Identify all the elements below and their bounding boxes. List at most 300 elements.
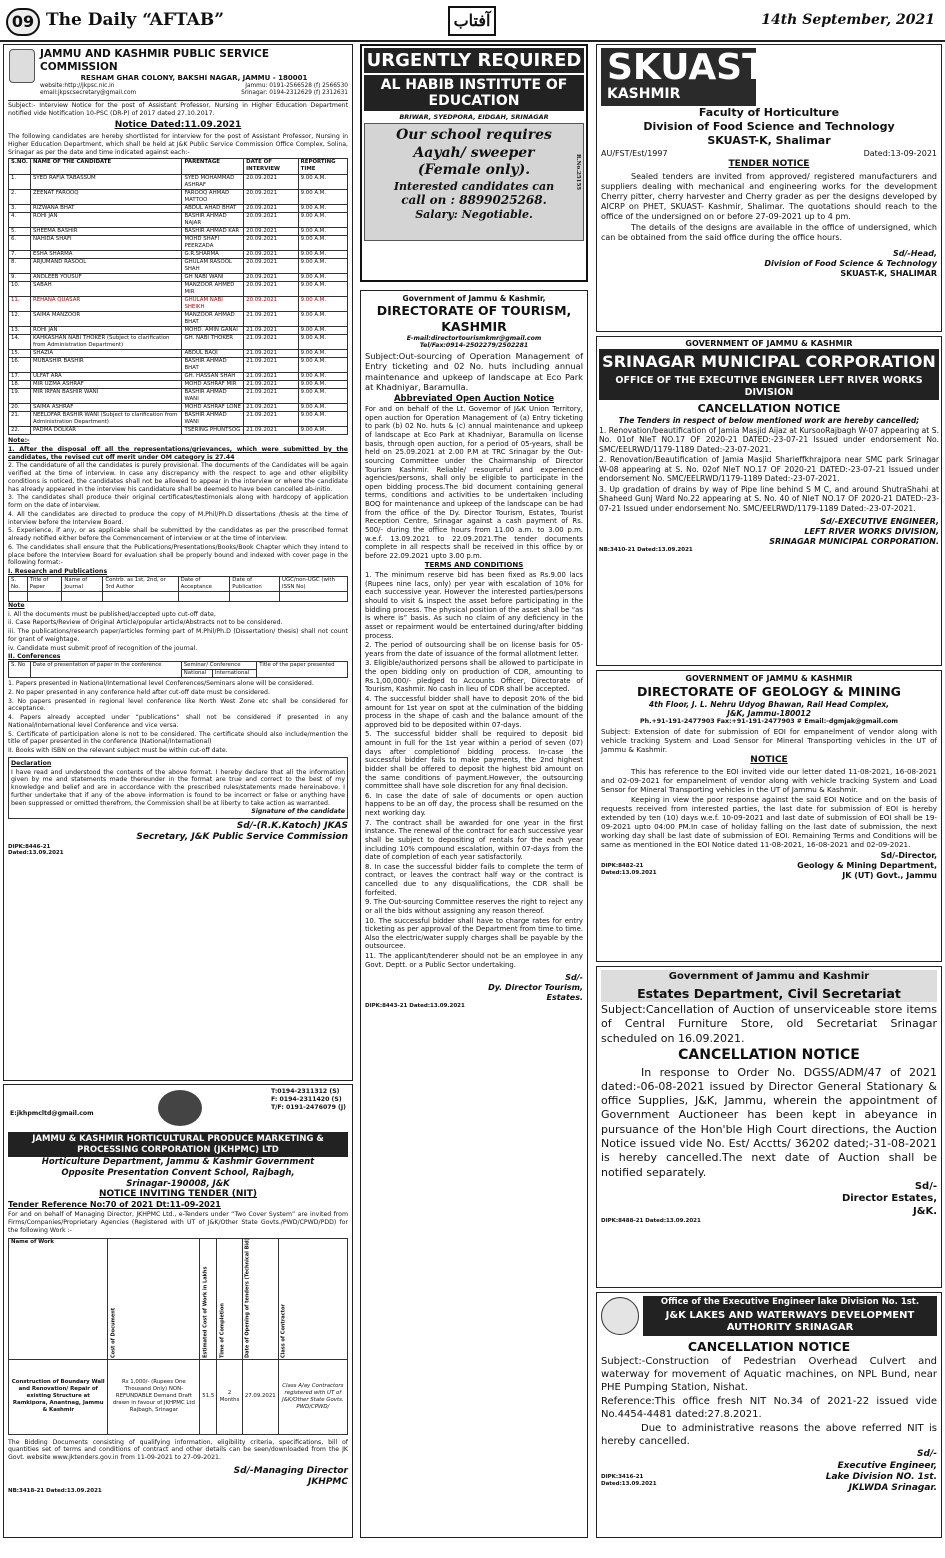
table-cell: 9.00 A.M.: [298, 212, 347, 227]
jkpsc-subject: Subject:- Interview Notice for the post of Assistant Professor, Nursing in Higher Education Department notified vide Notification 10-PSC (DR-P) of 2017 dated 27.10.2017.: [8, 102, 348, 118]
tourism-body: For and on behalf of the Lt. Governor of J&K Union Territory, open auction for Operation Management of (a) Entry ticketing to park (b) 02 No. huts & (c) annual maintenance and upkeep of landscape at Eco Park at Khadniyar, Baramulla on license basis, through open auction, for a period of 05-years, shall be held on 25.09.2021 at 2.00 P.M at TRC Srinagar by the Out-sourcing Committee under the Chairmanship of Director Tourism Kashmir. Reliable/ resourceful and experienced agencies/persons, shall only be eligible to participate in the open bidding process.The bid document containing general terms, conditions and activities to be undertaken including BOQ for maintenance and upkeep of the landscape can be had from the office of the Dy. Director Tourism, Estates, Tourist Reception Centre, Srinagar against a cash payment of Rs. 500/- during the office hours from 11.00 a.m. to 3.00 p.m. w.e.f. 13.09.2021 to 22.09.2021.The tender documents complete in all respects shall be received in this office by or before 22.09.2021 upto 3.00 p.m.: [365, 405, 583, 560]
lakes-dipk: DIPK:3416-21: [601, 1474, 644, 1481]
table-cell: 9.00 A.M.: [298, 334, 347, 349]
jkpsc-dated: Dated:13.09.2021: [8, 850, 64, 857]
work-table-header: Name of Work: [9, 1238, 108, 1359]
table-cell: 21.09.2021: [244, 311, 298, 326]
table-cell: GH. NABI THOKER: [182, 334, 244, 349]
jkhpmc-phone-3: T/F: 0191-2476079 (J): [270, 1103, 346, 1111]
table-row: [9, 227, 348, 235]
jkhpmc-footer: The Bidding Documents consisting of qualifying information, eligibility criteria, specifications, bill of quantities set of terms and conditions of contract and other details can be seen/downloaded from the JK Govt. website www.jktenders.gov.in from 11-09-2021 to 27-09-2021.: [8, 1438, 348, 1462]
jkpsc-notice: [3, 44, 353, 1081]
table-cell: BASHIR AHMAD NAJAR: [182, 212, 244, 227]
jkpsc-dipk: DIPK:8446-21: [8, 843, 51, 850]
table-cell: 9.00 A.M.: [298, 388, 347, 403]
table-cell: 20.09.2021: [244, 204, 298, 212]
table-cell: 4.: [9, 212, 31, 227]
lakes-dated: Dated:13.09.2021: [601, 1481, 657, 1488]
jkhpmc-sign-1: Sd/-Managing Director: [233, 1465, 348, 1476]
newspaper-name: The Daily “AFTAB”: [46, 10, 224, 30]
table-row: [9, 427, 348, 435]
research-col-header: Contrb. as 1st, 2nd, or 3rd Author: [103, 576, 178, 591]
table-cell: 21.09.2021: [244, 388, 298, 403]
declaration-box: [8, 757, 348, 819]
note2-heading: Note: [8, 601, 25, 609]
smc-items-list: [599, 426, 939, 513]
table-cell: 22.: [9, 427, 31, 435]
table-cell: ZEENAT FAROOQ: [30, 189, 181, 204]
table-cell: 20.09.2021: [244, 174, 298, 189]
table-cell: 9.00 A.M.: [298, 235, 347, 250]
table-cell: 6.: [9, 235, 31, 250]
table-header-cell: NAME OF THE CANDIDATE: [30, 159, 181, 174]
jkhpmc-body: For and on behalf of Managing Director, JKHPMC Ltd., e-Tenders under “Two Cover System” are invited from Firms/Companies/Proprietary Agencies (Registered with UT of J&K/Other State Govts./PWD/CPWD/PDD) for the following Work :-: [8, 1211, 348, 1234]
estates-sign-2: Director Estates,: [841, 1193, 937, 1205]
table-cell: ABDUL BAQI: [182, 349, 244, 357]
tourism-dipk: DIPK:8443-21 Dated:13.09.2021: [365, 1003, 465, 1010]
table-cell: 9.00 A.M.: [298, 349, 347, 357]
jkhpmc-nit-heading: NOTICE INVITING TENDER (NIT): [98, 1189, 258, 1200]
lakes-body: Due to administrative reasons the above referred NIT is hereby cancelled.: [601, 1423, 937, 1448]
geology-sign-1: Sd/-Director,: [880, 851, 937, 861]
jkpsc-phones-jammu: Jammu: 0191-2566528 (f) 2566530: [245, 83, 348, 89]
geology-sign-2: Geology & Mining Department,: [797, 861, 937, 871]
table-cell: ESHA SHARMA: [30, 250, 181, 258]
list-item: 11. The applicant/tenderer should not be an employee in any Govt. Deptt. or a Public Sector undertaking.: [365, 952, 583, 969]
list-item: 5. Experience, if any, or as applicable shall be submitted by the candidates as per the prescribed format already notified either before the Commencement of interview or at the time of interview.: [8, 527, 348, 543]
skuast-sign-2: Division of Food Science & Technology: [764, 258, 937, 268]
table-cell: SAIMA ASHRAF: [30, 403, 181, 411]
table-cell: 8.: [9, 258, 31, 273]
table-cell: 21.09.2021: [244, 411, 298, 426]
table-cell: 9.00 A.M.: [298, 380, 347, 388]
table-cell: 9.00 A.M.: [298, 189, 347, 204]
jkpsc-address: RESHAM GHAR COLONY, BAKSHI NAGAR, JAMMU - 180001: [80, 74, 308, 83]
table-cell: 2.: [9, 189, 31, 204]
table-cell: SHAZIA: [30, 349, 181, 357]
jkpsc-website: website:http://jkpsc.nic.in: [40, 83, 115, 89]
table-cell: 20.09.2021: [244, 250, 298, 258]
table-row: [9, 204, 348, 212]
conf-col-seminar: Seminar/ Conference: [181, 662, 256, 670]
skuast-body-2: The details of the designs are available in the office of undersigned, which can be obtained from the said office during the office hours.: [601, 222, 937, 242]
work-table-cell: Class A/ay Contractors registered with UT of J&K/Other State Govts. PWD/CPWD/: [278, 1359, 347, 1434]
work-table-cell: 27.09.2021: [242, 1359, 278, 1434]
table-cell: 20.09.2021: [244, 212, 298, 227]
conf-sub-national: National: [181, 670, 212, 678]
jkhpmc-address-1: Opposite Presentation Convent School, Rajbagh,: [61, 1167, 295, 1178]
jkpsc-phones-srinagar: Srinagar: 0194-2312629 (f) 2312631: [241, 90, 348, 97]
jkhpmc-tender-ref: Tender Reference No:70 of 2021 Dt:11-09-2021: [8, 1200, 221, 1210]
table-cell: G.R.SHARMA: [182, 250, 244, 258]
tourism-terms-heading: TERMS AND CONDITIONS: [424, 561, 524, 570]
table-cell: BASHIR AHMAD WANI: [182, 411, 244, 426]
table-row: [9, 273, 348, 281]
table-cell: 21.09.2021: [244, 326, 298, 334]
estates-notice: [596, 966, 942, 1288]
table-cell: 20.09.2021: [244, 273, 298, 281]
table-cell: RIZWANA BHAT: [30, 204, 181, 212]
table-cell: 19.: [9, 388, 31, 403]
table-row: [9, 212, 348, 227]
tourism-sign-2: Dy. Director Tourism,: [488, 983, 583, 993]
jkpsc-intro: The following candidates are hereby shortlisted for interview for the post of Assistant Professor, Nursing in Higher Education Department, which shall be held at J&K Public Service Commission Office Complex, Solina, Srinagar as per the date and time indicated against each:-: [8, 133, 348, 156]
geology-subject: Subject: Extension of date for submission of EOI for empanelment of vendor along with vehicle tracking System and Load Sensor for Mineral Transporting vehicles in the UT of Jammu & Kashmir.: [601, 727, 937, 755]
table-cell: 9.00 A.M.: [298, 273, 347, 281]
list-item: 1. Papers presented in National/International level Conferences/Seminars alone will be considered.: [8, 680, 314, 688]
table-cell: 13.: [9, 326, 31, 334]
swan-logo-icon: [601, 1297, 639, 1335]
habib-address: BRIWAR, SYEDPORA, EIDGAH, SRINAGAR: [399, 113, 549, 121]
list-item: 3. Eligible/authorized persons shall be allowed to participate in the open bidding only on production of CDR, amounting to Rs.1,00,000/- pledged to Accounts Officer, Directorate of Tourism, Kashmir. No cash in lieu of CDR shall be accepted.: [365, 659, 583, 694]
work-table-header: Class of Contractor: [278, 1238, 347, 1359]
estates-sign-3: J&K.: [913, 1205, 937, 1217]
jkhpmc-phone-1: T:0194-2311312 (S): [270, 1088, 340, 1095]
geology-title: DIRECTORATE OF GEOLOGY & MINING: [637, 684, 901, 699]
habib-phone: call on : 8899025268.: [401, 193, 547, 208]
table-cell: 20.09.2021: [244, 227, 298, 235]
jkhpmc-phone-2: F: 0194-2311420 (S): [270, 1095, 342, 1103]
estates-subject: Subject:Cancellation of Auction of unserviceable store items of Central Furniture Store, old Secretariat Srinagar scheduled on 16.09.2021.: [601, 1003, 937, 1045]
smc-sign-3: SRINAGAR MUNICIPAL CORPORATION.: [769, 537, 939, 547]
table-cell: 16.: [9, 357, 31, 372]
skuast-sign-3: SKUAST-K, SHALIMAR: [840, 268, 937, 278]
table-cell: ROHI JAN: [30, 212, 181, 227]
lakes-reference: Reference:This office fresh NIT No.34 of 2021-22 issued vide No.4454-4481 dated:27.8.2021.: [601, 1396, 937, 1421]
table-cell: BASHIR AHMAD BHAT: [182, 357, 244, 372]
estates-dipk: DIPK:8488-21 Dated:13.09.2021: [601, 1218, 701, 1225]
work-table-cell: 2 Months: [217, 1359, 243, 1434]
estates-body: In response to Order No. DGSS/ADM/47 of 2021 dated:-06-08-2021 issued by Director General Stationary & office Supplies, J&K, Jammu, wherein the appointment of Government Auctioneer has been kept in abeyance in pursuance of the Hon'ble High Court directions, the Auction Notice issued vide No. Est/ Acctts/ 36202 dated;-31-08-2021 is hereby cancelled.The next date of Auction shall be notified separately.: [601, 1065, 937, 1179]
table-cell: 9.00 A.M.: [298, 372, 347, 380]
jkhpmc-dipk: NB:3418-21 Dated:13.09.2021: [8, 1488, 102, 1495]
table-cell: 12.: [9, 311, 31, 326]
table-cell: MUBASHIR BASHIR: [30, 357, 181, 372]
table-cell: 9.00 A.M.: [298, 326, 347, 334]
research-col-header: S. No.: [9, 576, 28, 591]
geology-contact: Ph.+91-191-2477903 Fax:+91-191-2477903 # Email:-dgmjak@gmail.com: [640, 718, 898, 726]
skuast-notice: [596, 44, 942, 332]
table-cell: SABAH: [30, 281, 181, 296]
conf-sub-international: International: [212, 670, 256, 678]
skuast-logo-text: SKUAST: [607, 47, 767, 88]
research-format-table: [8, 576, 348, 602]
list-item: 2. The candidature of all the candidates is purely provisional. The documents of the Candidates will be again verified at the time of interview. In case any discrepancy with the respect to age and other eligibility conditions is noticed, the candidates shall not be allowed to appear in the interview or where the candidate has already appeared in the interview his candidature shall be deemed to have been cancelled ab-initio.: [8, 462, 348, 493]
table-cell: TSERING PHUNTSOG: [182, 427, 244, 435]
list-item: 6. In case the date of sale of documents or open auction happens to be an off day, the process shall be resumed on the next working day.: [365, 791, 583, 818]
work-table-header: Cost of Document: [108, 1238, 200, 1359]
table-cell: 20.09.2021: [244, 281, 298, 296]
table-row: [9, 311, 348, 326]
habib-line-1: Our school requires: [396, 127, 552, 144]
conf-col-sno: S. No: [9, 662, 31, 678]
table-cell: BASHIR AHMAD KAR: [182, 227, 244, 235]
list-item: II. Books with ISBN on the relevant subject must be within cut-off date.: [8, 747, 228, 755]
table-cell: ARJUMAND RASOOL: [30, 258, 181, 273]
list-item: 2. No paper presented in any conference held after cut-off date must be considered.: [8, 688, 270, 696]
table-cell: ABDUL AHAD BHAT: [182, 204, 244, 212]
table-cell: GHULAM NABI SHEIKH: [182, 296, 244, 311]
table-row: [9, 235, 348, 250]
table-header-cell: S.NO.: [9, 159, 31, 174]
skuast-ref: AU/FST/Est/1997: [601, 149, 668, 159]
table-cell: REHANA QUASAR: [30, 296, 181, 311]
table-cell: GHULAM RASOOL SHAH: [182, 258, 244, 273]
jkpsc-title: JAMMU AND KASHMIR PUBLIC SERVICE COMMISSION: [40, 48, 270, 74]
table-cell: 9.: [9, 273, 31, 281]
research-heading: I. Research and Publications: [8, 568, 108, 576]
geology-dated: Dated:13.09.2021: [601, 870, 657, 877]
table-cell: 9.00 A.M.: [298, 427, 347, 435]
list-item: 3. The candidates shall produce their original certificates/testimonials along with hardcopy of application form on the date of interview.: [8, 494, 348, 510]
skuast-logo: [601, 47, 767, 106]
table-cell: 9.00 A.M.: [298, 258, 347, 273]
lakes-sign-2: Executive Engineer,: [837, 1460, 937, 1471]
table-row: [9, 388, 348, 403]
table-cell: 21.09.2021: [244, 357, 298, 372]
table-cell: MOHD ASHRAF MIR: [182, 380, 244, 388]
list-item: 2. Renovation/Beautification of Jamia Masjid Sharieffkhrajpora near SMC park Srinagar W-08 appearing at S. No. 02of NIeT NO.17 OF 2020-21 DATED:-23-07-21 Issued under endorsement No. SMC/EELRWD/1179-1189 Dated:-23-07-2021.: [599, 455, 939, 484]
table-row: [9, 411, 348, 426]
geology-body-2: Keeping in view the poor response against the said EOI Notice and on the basis of requests received from interested parties, the last date for submission of EOI is hereby extended by ten (10) days w.e.f. 10-09-2021 and last date of submission of EOI shall be 19-09-2021 upto 04:00 PM.In case of holiday falling on the last date of submission, the next working day shall be last date of submission of EOI. Remaining Terms and Conditions will be same as mentioned in the EOI Notice dated 11-08-2021, 16-08-2021 and 02-09-2021.: [601, 795, 937, 850]
smc-govt: GOVERNMENT OF JAMMU & KASHMIR: [685, 339, 853, 348]
lakes-title: J&K LAKES AND WATERWAYS DEVELOPMENT AUTHORITY SRINAGAR: [643, 1309, 937, 1336]
table-cell: 21.09.2021: [244, 380, 298, 388]
research-col-header: Title of Paper: [27, 576, 62, 591]
estates-title: Estates Department, Civil Secretariat: [601, 985, 937, 1003]
geology-sign-3: JK (UT) Govt., Jammu: [842, 871, 937, 881]
jkhpmc-email: E:jkhpmcltd@gmail.com: [10, 1110, 94, 1117]
table-cell: 9.00 A.M.: [298, 174, 347, 189]
table-cell: GH NABI WANI: [182, 273, 244, 281]
table-cell: NAHIDA SHAFI: [30, 235, 181, 250]
table-cell: SYED MOHAMMAD ASHRAF: [182, 174, 244, 189]
estates-govt: Government of Jammu and Kashmir: [601, 970, 937, 985]
table-cell: SAIMA MANZOOR: [30, 311, 181, 326]
table-cell: 21.: [9, 411, 31, 426]
geology-dipk: DIPK:8482-21: [601, 863, 644, 870]
habib-salary: Salary: Negotiable.: [415, 208, 533, 222]
table-cell: ANDLEEB YOUSUF: [30, 273, 181, 281]
table-row: [9, 250, 348, 258]
habib-institute: AL HABIB INSTITUTE OF EDUCATION: [364, 75, 584, 111]
list-item: 3. No papers presented in regional level conference like North West Zone etc shall be considered for acceptance.: [8, 697, 348, 713]
table-row: [9, 258, 348, 273]
lakes-sign-3: Lake Division NO. 1st.: [825, 1471, 937, 1482]
table-cell: 9.00 A.M.: [298, 311, 347, 326]
estates-sign-1: Sd/-: [914, 1180, 937, 1192]
tourism-subject: Subject:Out-sourcing of Operation Management of Entry ticketing and 02 No. huts including annual maintenance and upkeep of landscape at Eco Park at Khadniyar, Baramulla.: [365, 351, 583, 393]
table-cell: 3.: [9, 204, 31, 212]
jkpsc-sign-name: Sd/-(R.K.Katoch) JKAS: [236, 821, 348, 832]
conferences-table: [8, 661, 348, 678]
table-header-cell: REPORTING TIME: [298, 159, 347, 174]
conf-col-date: Date of presentation of paper in the conference: [30, 662, 181, 678]
table-row: [9, 357, 348, 372]
list-item: ii. Case Reports/Review of Original Article/popular article/Abstracts not to be considered.: [8, 619, 283, 627]
table-row: [9, 189, 348, 204]
table-cell: 9.00 A.M.: [298, 403, 347, 411]
jkhpmc-sign-2: JKHPMC: [307, 1477, 348, 1488]
smc-intro: The Tenders in respect of below mentioned work are hereby cancelled;: [618, 415, 920, 425]
list-item: 5. The successful bidder shall be required to deposit bid amount in full for the 1st year within a period of seven (07) days after completionof bidding process. In-case the successful bidder fails to make payments, the 2nd highest bidder shall be offered to deposit the highest bid amount on the same conditions of payment.However, the outsourcing committee shall have sole discretion for any final decision.: [365, 730, 583, 791]
list-item: 4. All the candidates are directed to produce the copy of M.Phil/Ph.D dissertations /thesis at the time of interview before the Interview Board.: [8, 510, 348, 526]
table-header-cell: PARENTAGE: [182, 159, 244, 174]
table-cell: 9.00 A.M.: [298, 204, 347, 212]
estates-cancellation-heading: CANCELLATION NOTICE: [678, 1047, 860, 1064]
lakes-sign-4: JKLWDA Srinagar.: [848, 1483, 937, 1493]
table-row: [9, 334, 348, 349]
jkhpmc-logo-icon: [158, 1090, 202, 1126]
table-cell: MOHD ASHRAF LONE: [182, 403, 244, 411]
geology-body-1: This has reference to the EOI invited vide our letter dated 11-08-2021, 16-08-2021 and 02-09-2021 for empanelment of vendor along with vehicle tracking System and Load Sensor for Mineral Transporting vehicles in the UT of Jammu & Kashmir.: [601, 767, 937, 795]
table-cell: MOHD SHAFI PEERZADA: [182, 235, 244, 250]
tourism-tel: Tel/Fax:0914-2502279/2502281: [419, 342, 529, 350]
geology-address-2: J&K, Jammu-180012: [727, 709, 811, 718]
geology-notice: [596, 670, 942, 962]
table-cell: 10.: [9, 281, 31, 296]
declaration-text: I have read and understood the contents of the above format. I hereby declare that all the information given by me and statements made thereunder in the format are true and correct to the best of my knowledge and belief and are in accordance with the prescribed rules/statements made hereinabove. I further undertake that if any of the above information is found to be incorrect or false or anything have been suppressed or omitted therefrom, the Commission shall be at liberty to take action as warranted.: [11, 768, 345, 807]
list-item: 1. The minimum reserve bid has been fixed as Rs.9.00 lacs (Rupees nine lacs, only) per year with escalation of 10% for each successive year. However the interested parties/persons should to visit & inspect the asset before participating in the bidding process. The physical position of the asset shall be “as is where is” basis. As such no claim of any deficiency in the asset or repairment would be entertained during/after bidding process.: [365, 571, 583, 640]
table-cell: KAHKASHAN NABI THOKER (Subject to clarification from Administration Department): [30, 334, 181, 349]
table-cell: 14.: [9, 334, 31, 349]
skuast-tender-heading: TENDER NOTICE: [728, 159, 810, 170]
list-item: 3. Up gradation of drains by way of Pipe line behind S M C, and around ShutraShahi at Shaheed Gunj Ward No.22 appearing at S. No. 40 of NIeT NO.17 OF 2020-21 DATED:-23-07-21 Issued under endorsement No. SMC/EELRWD/1179-1189 Dated:-23-07-2021.: [599, 484, 939, 513]
table-cell: 9.00 A.M.: [298, 227, 347, 235]
table-cell: 21.09.2021: [244, 334, 298, 349]
tourism-sign-3: Estates.: [546, 993, 583, 1003]
list-item: 2. The period of outsourcing shall be on license basis for 05-years from the date of issuance of the formal allotment letter.: [365, 641, 583, 658]
jkhpmc-address-2: Srinagar-190008, J&K: [126, 1178, 230, 1189]
smc-dipk: NB:3410-21 Dated:13.09.2021: [599, 547, 693, 554]
table-cell: 5.: [9, 227, 31, 235]
list-item: iii. The publications/research paper/articles forming part of M.Phil/Ph.D (Dissertation/ thesis) shall not count for grant of weightage.: [8, 628, 348, 643]
table-cell: 9.00 A.M.: [298, 357, 347, 372]
tourism-email: E-mail:directortourismkmr@gmail.com: [406, 334, 542, 342]
table-row: [9, 281, 348, 296]
declaration-heading: Declaration: [11, 759, 52, 767]
skuast-division: Division of Food Science and Technology: [643, 119, 895, 133]
smc-sign-1: Sd/-EXECUTIVE ENGINEER,: [820, 517, 939, 527]
table-cell: 20.09.2021: [244, 296, 298, 311]
skuast-dated: Dated:13-09-2021: [863, 149, 937, 159]
table-cell: 20.09.2021: [244, 189, 298, 204]
tourism-title: DIRECTORATE OF TOURISM, KASHMIR: [376, 303, 572, 334]
table-row: [9, 403, 348, 411]
notes3-list: [8, 680, 348, 755]
conf-col-title: Title of the paper presented: [257, 662, 348, 678]
research-col-header: Date of Publication: [230, 576, 280, 591]
notes-heading: Note:-: [8, 437, 30, 445]
table-row: [9, 372, 348, 380]
list-item: 9. The Out-sourcing Committee reserves the right to reject any or all the bids without assigning any reason thereof.: [365, 898, 583, 915]
skuast-campus: SKUAST-K, Shalimar: [707, 133, 831, 147]
jkhpmc-dept: Horticulture Department, Jammu & Kashmir Government: [41, 1157, 315, 1168]
government-emblem-icon: [9, 49, 35, 83]
tourism-terms-list: [365, 571, 583, 969]
list-item: 7. The contract shall be awarded for one year in the first instance. The renewal of the contract for each successive year shall be subject to depositing of rentals for the each year including 10% compound escalation, within 07-days from the date of completion of each year satisfactorily.: [365, 818, 583, 862]
lakes-sign-1: Sd/-: [917, 1449, 937, 1460]
table-cell: BASHIR AHMAD WANI: [182, 388, 244, 403]
table-cell: ROHI JAN: [30, 326, 181, 334]
lakes-subject: Subject:-Construction of Pedestrian Overhead Culvert and waterway for movement of Aquatic machines, on NPL Bund, near PHE Pumping Station, Nishat.: [601, 1356, 937, 1394]
tourism-govt: Government of Jammu & Kashmir,: [402, 294, 546, 303]
table-cell: 18.: [9, 380, 31, 388]
table-row: [9, 174, 348, 189]
habib-ad: [360, 44, 588, 282]
table-cell: MIR IRFAN BASHIR WANI: [30, 388, 181, 403]
list-item: 5. Certificate of participation alone is not to be considered. The certificate should also include/mention the title of paper presented in the conference (National/International): [8, 730, 348, 746]
newspaper-logo: آفتاب: [448, 6, 496, 36]
habib-heading: URGENTLY REQUIRED: [364, 48, 584, 73]
declaration-signature: Signature of the candidate: [251, 808, 345, 816]
lakes-notice: [596, 1292, 942, 1538]
notes2-list: [8, 611, 348, 653]
issue-date: 14th September, 2021: [761, 12, 935, 28]
smc-notice: [596, 336, 942, 666]
habib-ref: R.No.25155: [575, 154, 581, 191]
notes-list: [8, 446, 348, 567]
table-cell: 20.: [9, 403, 31, 411]
table-cell: MIR UZMA ASHRAF: [30, 380, 181, 388]
smc-cancellation-heading: CANCELLATION NOTICE: [697, 401, 841, 415]
list-item: 8. In case the successful bidder fails to complete the term of contract, or leaves the contract half way or the contract is cancelled due to any disqualifications, the CDR shall be forfeited.: [365, 862, 583, 897]
work-table-header: Date of Opening of tenders (Technical Bid): [242, 1238, 278, 1359]
table-row: [9, 326, 348, 334]
jkpsc-notice-date: Notice Dated:11.09.2021: [114, 119, 242, 130]
work-table-cell: Construction of Boundary Wall and Renovation/ Repair of existing Structure at Ramkipora, Anantnag, Jammu & Kashmir: [9, 1359, 108, 1434]
work-table-cell: Rs 1,000/- (Rupees One Thousand Only) NON-REFUNDABLE Demand Draft drawn in favour of JKHPMC Ltd Rajbagh, Srinagar: [108, 1359, 200, 1434]
geology-govt: GOVERNMENT OF JAMMU & KASHMIR: [685, 674, 853, 683]
research-col-header: UGC/non-UGC (with ISSN No): [280, 576, 348, 591]
geology-notice-heading: NOTICE: [750, 755, 788, 766]
table-cell: 21.09.2021: [244, 349, 298, 357]
skuast-faculty: Faculty of Horticulture: [698, 106, 840, 119]
table-cell: GH. HASSAN SHAH: [182, 372, 244, 380]
list-item: 4. Papers already accepted under “publications” shall not be considered if presented in any National/International level Conference and vice versa.: [8, 714, 348, 729]
table-cell: 9.00 A.M.: [298, 411, 347, 426]
table-cell: SHEEMA BASHIR: [30, 227, 181, 235]
habib-line-2: Aayah/ sweeper: [413, 144, 535, 161]
candidates-table: [8, 158, 348, 435]
table-row: [9, 296, 348, 311]
table-cell: 21.09.2021: [244, 372, 298, 380]
table-cell: FAROOQ AHMAD MATTOO: [182, 189, 244, 204]
jkhpmc-notice: [3, 1084, 353, 1538]
lakes-cancellation-heading: CANCELLATION NOTICE: [687, 1338, 851, 1354]
list-item: i. All the documents must be published/accepted upto cut-off date,: [8, 610, 216, 618]
table-cell: 1.: [9, 174, 31, 189]
table-cell: 17.: [9, 372, 31, 380]
smc-office: OFFICE OF THE EXECUTIVE ENGINEER LEFT RIVER WORKS DIVISION: [599, 374, 939, 400]
list-item: 6. The candidates shall ensure that the Publications/Presentations/Books/Book Chapter which they intend to place before the Interview Board for evaluation shall be properly bound and indexed with cover page in the following format:-: [8, 543, 348, 567]
smc-title: SRINAGAR MUNICIPAL CORPORATION: [599, 349, 939, 374]
table-cell: 20.09.2021: [244, 235, 298, 250]
conferences-heading: II. Conferences: [8, 653, 61, 661]
masthead: [0, 0, 945, 42]
table-cell: PADMA DOLKAR: [30, 427, 181, 435]
list-item: 1. Renovation/beautification of Jamia Masjid Aijaz at KursooRajbagh W-07 appearing at S. No. 01of NIeT NO.17 OF 2020-21 DATED:-23-07-21 Issued under endorsement No. SMC/EELRWD/1179-1189 Dated:-23-07-2021.: [599, 425, 939, 454]
jkpsc-email: email:jkpscsecretary@gmail.com: [40, 90, 137, 97]
table-cell: MANZOOR AHMED MIR: [182, 281, 244, 296]
skuast-body-1: Sealed tenders are invited from approved/ registered manufacturers and suppliers dealing with mechanical and engineering works for the development Cherry pitter, cherry harvester and Cherry grader as per the designs developed by AICRP on PHET, SKUAST- Kashmir, Shalimar. The quotations should reach to the office of the undersigned on or before 27-09-2021 up to 4 pm.: [601, 171, 937, 221]
table-row: [9, 349, 348, 357]
work-table-header: Estimated Cost of Work in Lakhs: [200, 1238, 217, 1359]
table-cell: 7.: [9, 250, 31, 258]
habib-line-3: (Female only).: [417, 162, 531, 179]
list-item: 10. The successful bidder shall have to charge rates for entry ticketing as per approval of the Department from time to time. Also the electric/water supply charges shall be payable by the outsourcee.: [365, 916, 583, 951]
table-cell: 15.: [9, 349, 31, 357]
